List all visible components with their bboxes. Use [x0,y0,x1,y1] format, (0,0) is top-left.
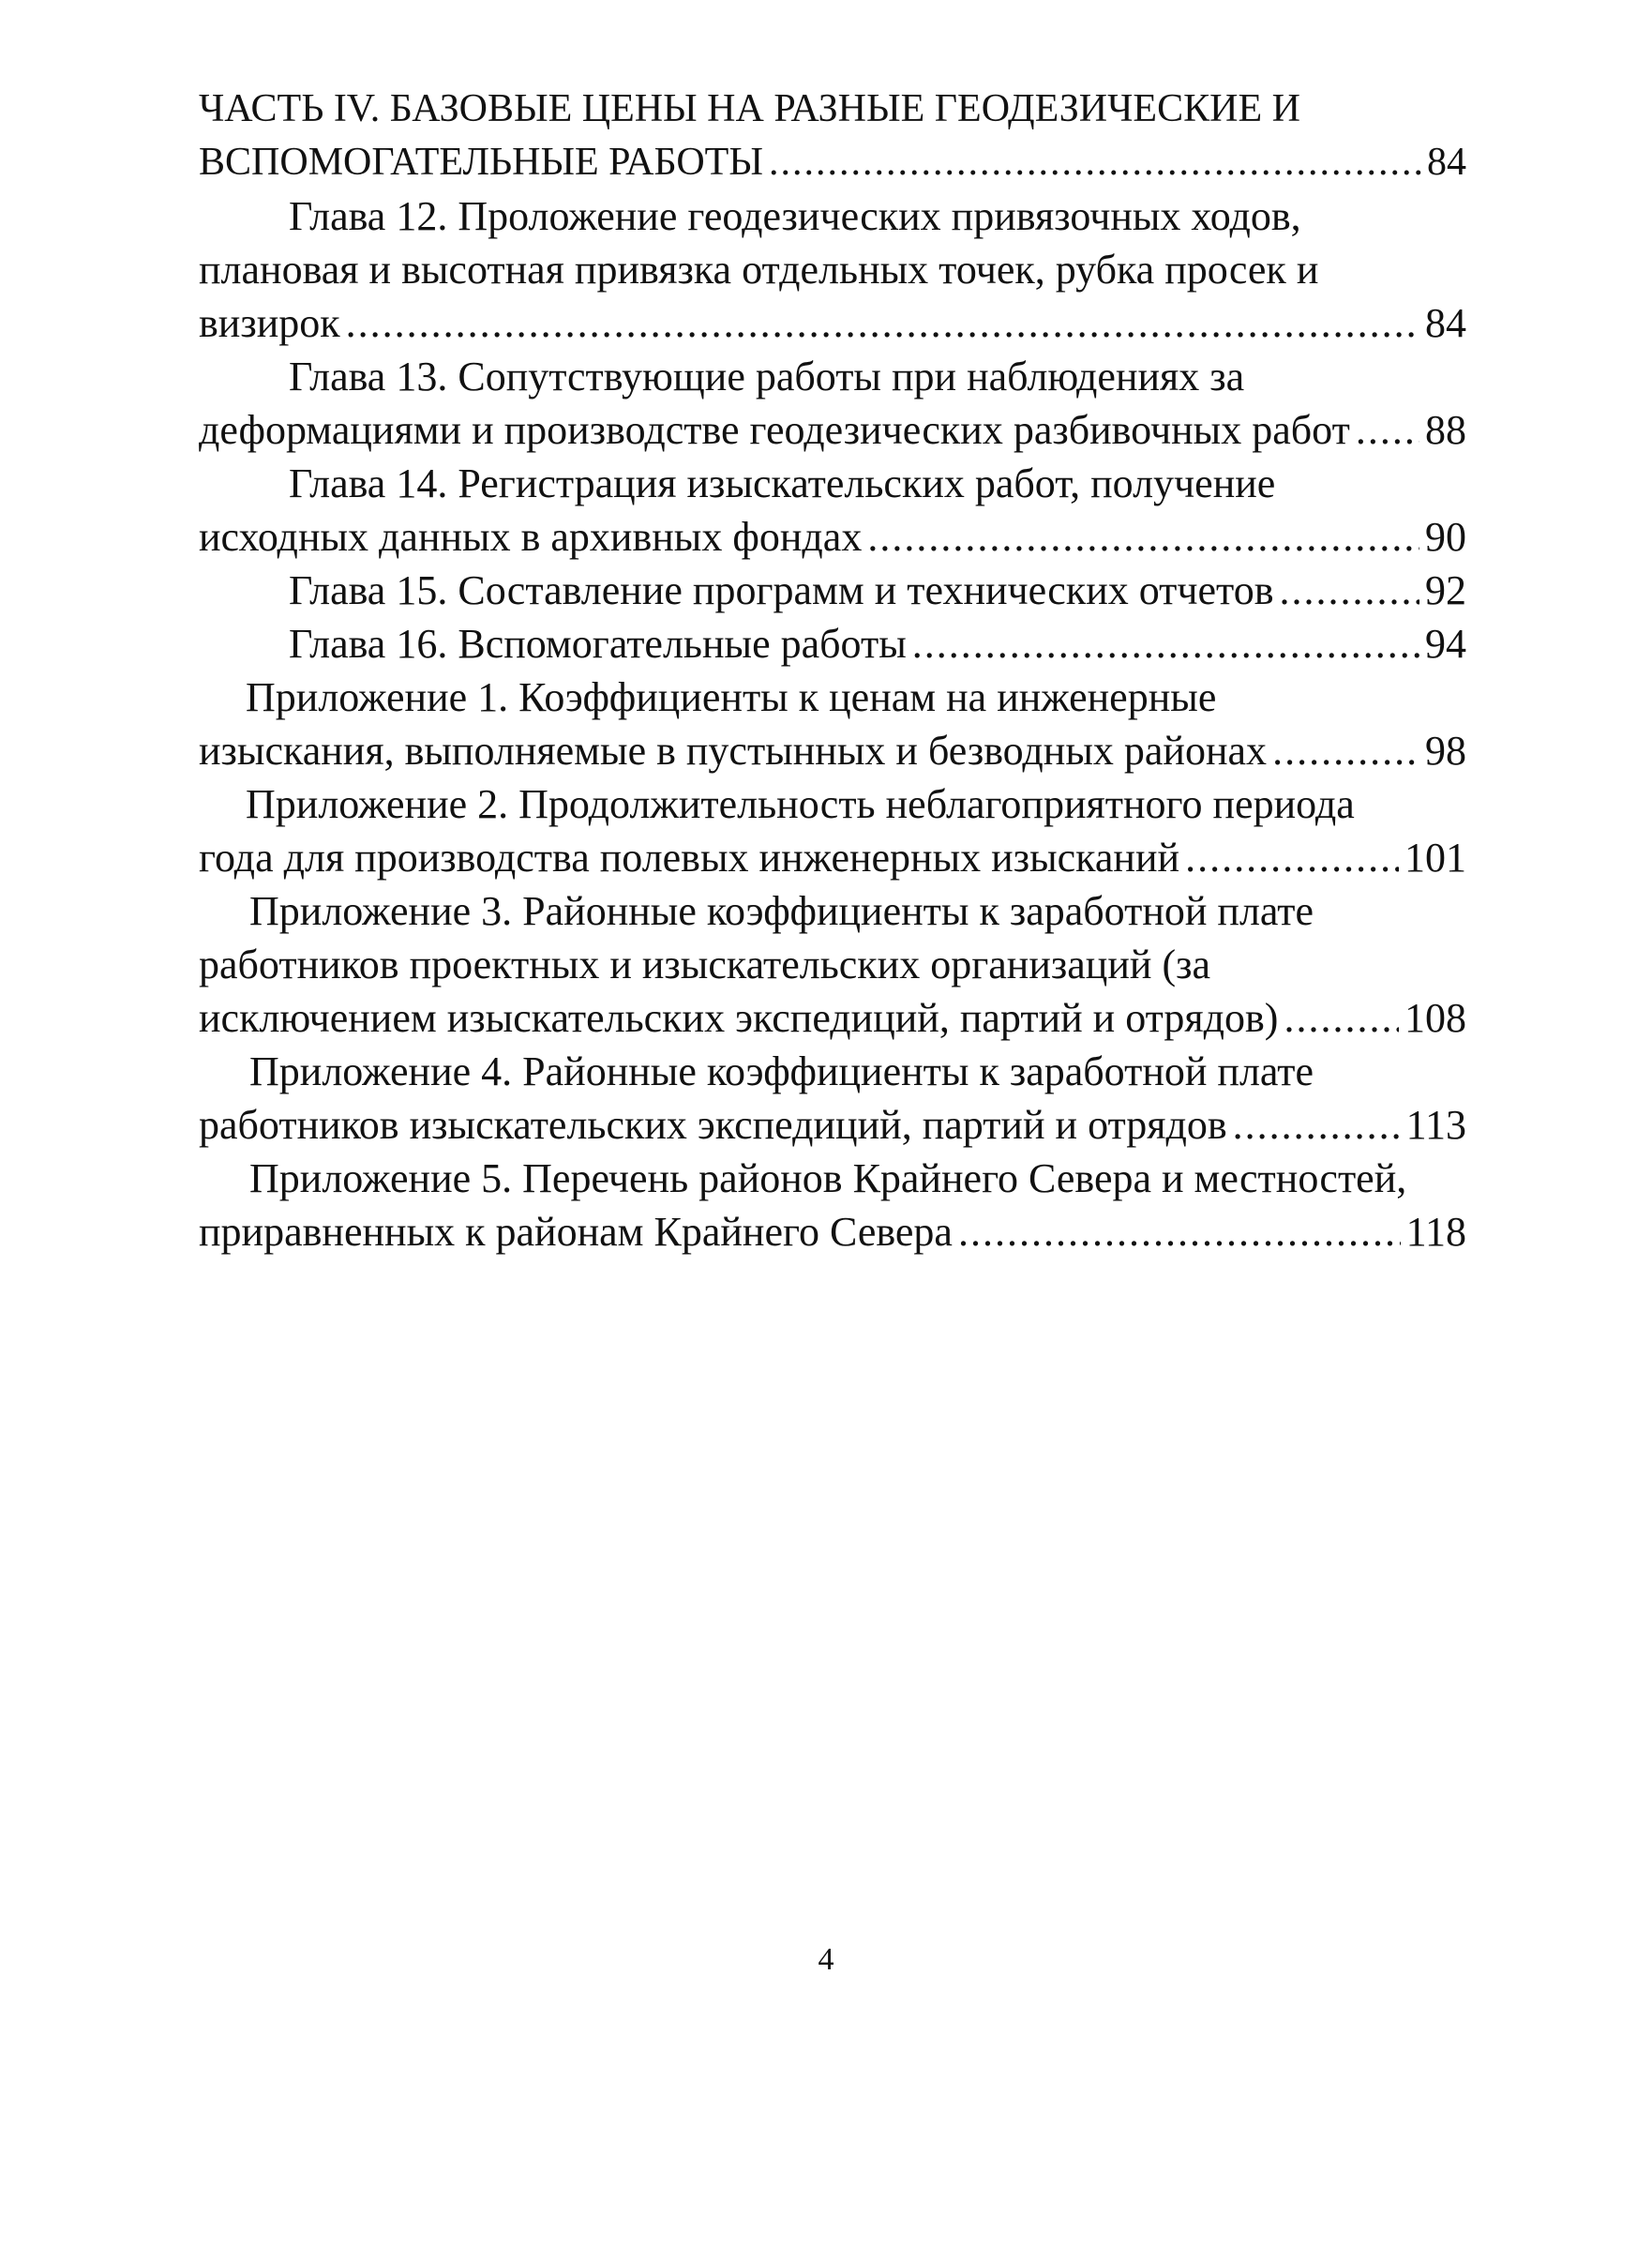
dot-leader [346,296,1419,350]
toc-page-number: 92 [1425,567,1466,613]
toc-entry-text: Глава 16. Вспомогательные работы [289,621,907,667]
dot-leader [1356,403,1419,457]
toc-entry-text: Приложение 1. Коэффициенты к ценам на инженерные [246,674,1217,720]
toc-page-number: 108 [1404,995,1466,1041]
dot-leader [1185,831,1399,884]
toc-entry-last-line [199,564,1466,617]
toc-entry-text: ВСПОМОГАТЕЛЬНЫЕ РАБОТЫ [199,141,763,184]
dot-leader [867,510,1419,564]
toc-entry-last-line [199,1098,1466,1152]
toc-entry-appendix-5 [199,1152,1466,1259]
toc-page-number: 118 [1405,1209,1466,1255]
dot-leader [1272,724,1419,777]
toc-entry-chapter-13 [199,350,1466,457]
toc-entry-text: Глава 13. Сопутствующие работы при наблюдениях за [289,354,1245,399]
dot-leader [1284,991,1399,1045]
dot-leader [958,1205,1401,1259]
toc-entry-text: плановая и высотная привязка отдельных точек, рубка просек и [199,247,1319,293]
toc-entry-text: деформациями и производстве геодезических разбивочных работ [199,407,1350,453]
toc-entry-text: приравненных к районам Крайнего Севера [199,1209,953,1255]
toc-page-number: 113 [1405,1102,1466,1148]
toc-entry-text: визирок [199,300,340,346]
toc-page-number: 94 [1425,621,1466,667]
toc-entry-text: Приложение 4. Районные коэффициенты к заработной плате [249,1048,1314,1094]
toc-page-number: 88 [1425,407,1466,453]
toc-entry-appendix-1 [199,671,1466,777]
toc-entry-chapter-12 [199,189,1466,350]
toc-entry-text: работников проектных и изыскательских организаций (за [199,942,1211,987]
toc-page-number: 90 [1425,514,1466,560]
toc-entry-last-line [199,617,1466,671]
page-number: 4 [818,1942,834,1977]
toc-entry-text: Приложение 3. Районные коэффициенты к заработной плате [249,888,1314,934]
toc-entry-last-line [199,296,1466,350]
dot-leader [1279,564,1419,617]
toc-entry-appendix-2 [199,777,1466,884]
toc-entry-text: Глава 14. Регистрация изыскательских работ, получение [289,460,1276,506]
toc-entry-text: Приложение 5. Перечень районов Крайнего Севера и местностей, [249,1155,1407,1201]
dot-leader [1233,1098,1401,1152]
toc-entry-appendix-4 [199,1045,1466,1152]
toc-page-number: 101 [1404,835,1466,881]
toc-entry-last-line [199,136,1466,189]
dot-leader [769,136,1421,189]
toc-page-number: 98 [1425,728,1466,774]
toc-entry-last-line [199,991,1466,1045]
toc-entry-text: изыскания, выполняемые в пустынных и безводных районах [199,728,1268,774]
toc-entry-appendix-3 [199,884,1466,1045]
toc-entry-text: Глава 15. Составление программ и технических отчетов [289,567,1274,613]
toc-entry-text: исключением изыскательских экспедиций, партий и отрядов) [199,995,1279,1041]
table-of-contents [199,83,1466,1259]
dot-leader [912,617,1419,671]
toc-entry-text: Глава 12. Проложение геодезических привязочных ходов, [289,193,1301,239]
toc-entry-text: работников изыскательских экспедиций, партий и отрядов [199,1102,1227,1148]
toc-entry-text: исходных данных в архивных фондах [199,514,863,560]
toc-entry-last-line [199,1205,1466,1259]
toc-entry-text: года для производства полевых инженерных изысканий [199,835,1180,881]
toc-entry-last-line [199,510,1466,564]
toc-entry-chapter-15 [199,564,1466,617]
toc-entry-text: Приложение 2. Продолжительность неблагоприятного периода [246,781,1355,827]
toc-entry-chapter-16 [199,617,1466,671]
toc-entry-last-line [199,403,1466,457]
toc-page-number: 84 [1427,141,1466,184]
toc-entry-last-line [199,724,1466,777]
toc-entry-chapter-14 [199,457,1466,564]
toc-entry-last-line [199,831,1466,884]
toc-entry-text: ЧАСТЬ IV. БАЗОВЫЕ ЦЕНЫ НА РАЗНЫЕ ГЕОДЕЗИЧЕСКИЕ И [199,87,1300,130]
toc-entry-part-4 [199,83,1466,189]
toc-page-number: 84 [1425,300,1466,346]
